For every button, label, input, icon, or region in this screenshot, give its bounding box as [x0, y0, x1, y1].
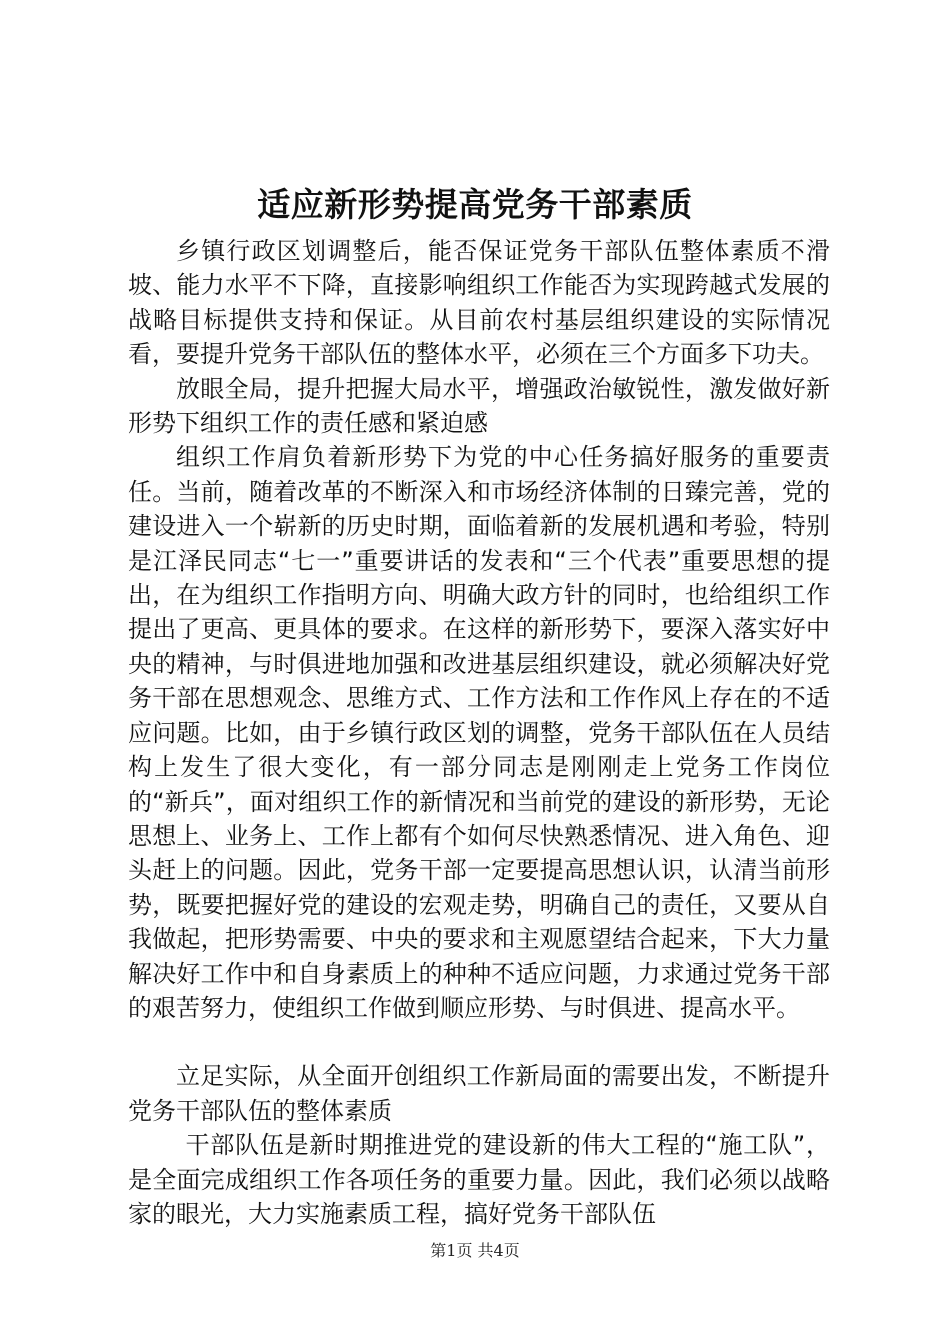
section-heading-1: 放眼全局，提升把握大局水平，增强政治敏锐性，激发做好新形势下组织工作的责任感和紧迫感 [128, 374, 830, 438]
document-body [128, 234, 830, 1231]
section-heading-2: 立足实际，从全面开创组织工作新局面的需要出发，不断提升党务干部队伍的整体素质 [128, 1062, 830, 1125]
paragraph-section-1: 组织工作肩负着新形势下为党的中心任务搞好服务的重要责任。当前，随着改革的不断深入和市场经济体制的日臻完善，党的建设进入一个崭新的历史时期，面临着新的发展机遇和考验，特别是江泽民同志“七一”重要讲话的发表和“三个代表”重要思想的提出，在为组织工作指明方向、明确大政方针的同时，也给组织工作提出了更高、更具体的要求。在这样的新形势下，要深入落实好中央的精神，与时俱进地加强和改进基层组织建设，就必须解决好党务干部在思想观念、思维方式、工作方法和工作作风上存在的不适应问题。比如，由于乡镇行政区划的调整，党务干部队伍在人员结构上发生了很大变化，有一部分同志是刚刚走上党务工作岗位的“新兵”，面对组织工作的新情况和当前党的建设的新形势，无论思想上、业务上、工作上都有个如何尽快熟悉情况、进入角色、迎头赶上的问题。因此，党务干部一定要提高思想认识，认清当前形势，既要把握好党的建设的宏观走势，明确自己的责任，又要从自我做起，把形势需要、中央的要求和主观愿望结合起来，下大力量解决好工作中和自身素质上的种种不适应问题，力求通过党务干部的艰苦努力，使组织工作做到顺应形势、与时俱进、提高水平。 [128, 443, 830, 1022]
page-footer: 第1页 共4页 [430, 1241, 520, 1260]
paragraph-intro: 乡镇行政区划调整后，能否保证党务干部队伍整体素质不滑坡、能力水平不下降，直接影响组织工作能否为实现跨越式发展的战略目标提供支持和保证。从目前农村基层组织建设的实际情况看，要提升党务干部队伍的整体水平，必须在三个方面多下功夫。 [128, 237, 830, 369]
paragraph-section-2: 干部队伍是新时期推进党的建设新的伟大工程的“施工队”，是全面完成组织工作各项任务的重要力量。因此，我们必须以战略家的眼光，大力实施素质工程，搞好党务干部队伍 [128, 1131, 830, 1228]
document-title: 适应新形势提高党务干部素质 [257, 185, 693, 224]
